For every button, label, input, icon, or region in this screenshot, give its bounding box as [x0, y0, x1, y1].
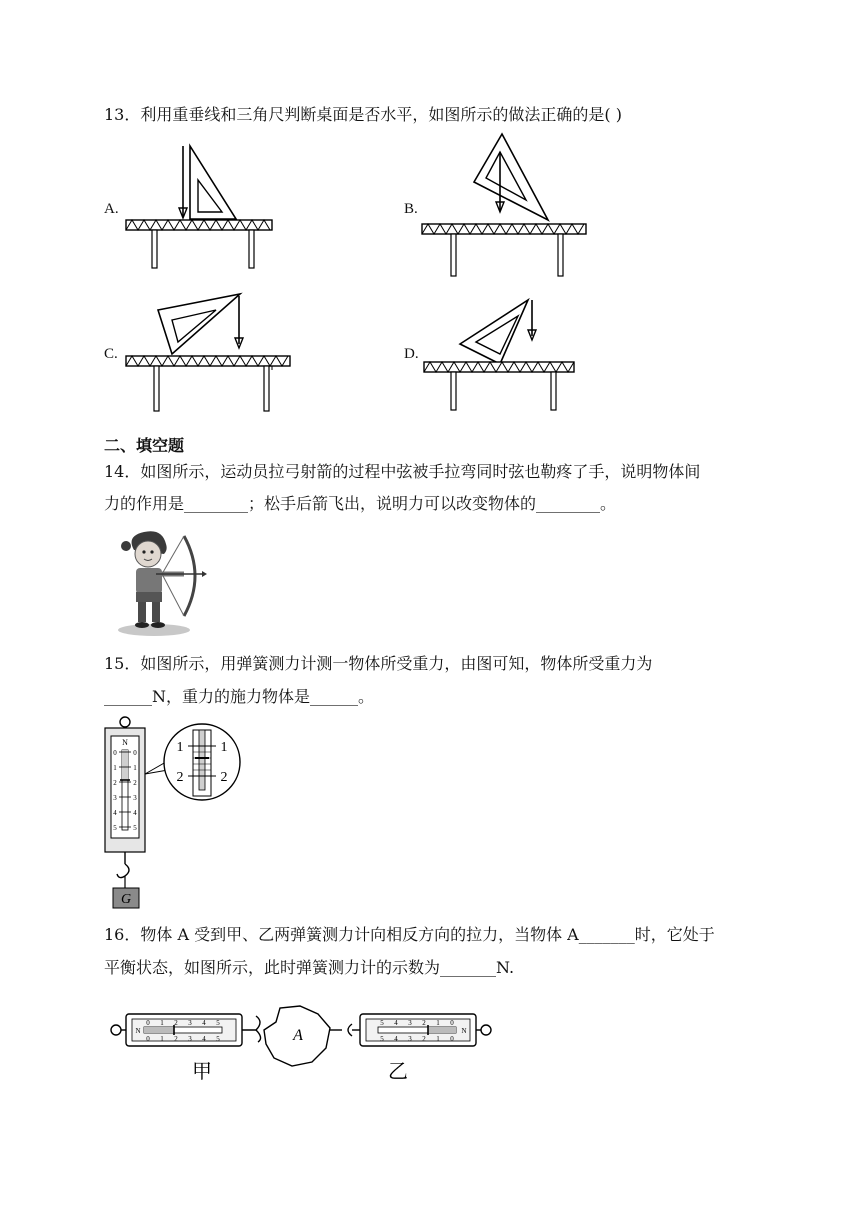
q14-line2: 力的作用是________；松手后箭飞出，说明力可以改变物体的________。 — [104, 494, 617, 513]
scale-unit: N — [122, 738, 128, 747]
left-tick-4: 4 — [202, 1019, 206, 1027]
q13-figure-d — [420, 296, 580, 414]
scale-left-5: 5 — [113, 824, 117, 832]
left-tick-b5: 5 — [216, 1035, 220, 1043]
left-tick-b1: 1 — [160, 1035, 164, 1043]
q13-option-b-label: B. — [404, 201, 418, 217]
zoom-right-2: 2 — [220, 770, 228, 785]
scale-left-2: 2 — [113, 779, 117, 787]
section-title: 二、填空题 — [104, 436, 185, 455]
right-tick-b2: 3 — [408, 1035, 412, 1043]
left-tick-0: 0 — [146, 1019, 150, 1027]
left-tick-b4: 4 — [202, 1035, 206, 1043]
scale-right-0: 0 — [133, 749, 137, 757]
q16-line2: 平衡状态，如图所示，此时弹簧测力计的示数为_______N. — [104, 958, 515, 977]
q13-option-a-label: A. — [104, 201, 119, 217]
right-scale-label: 乙 — [388, 1059, 408, 1083]
spring-scale-figure — [100, 714, 250, 914]
right-tick-b0: 5 — [380, 1035, 384, 1043]
right-tick-b5: 0 — [450, 1035, 454, 1043]
q13-figure-a — [120, 142, 280, 274]
two-scales-figure — [104, 1000, 494, 1088]
left-tick-b0: 0 — [146, 1035, 150, 1043]
right-tick-0: 5 — [380, 1019, 384, 1027]
right-tick-b3: 2 — [422, 1035, 426, 1043]
scale-left-0: 0 — [113, 749, 117, 757]
scale-right-1: 1 — [133, 764, 137, 772]
q13-figure-b — [418, 130, 593, 280]
q13-option-c-label: C. — [104, 346, 118, 362]
object-a-label: A — [293, 1027, 303, 1044]
scale-right-5: 5 — [133, 824, 137, 832]
q13-figure-c — [120, 290, 295, 415]
scale-left-1: 1 — [113, 764, 117, 772]
zoom-right-1: 1 — [220, 740, 228, 755]
left-tick-5: 5 — [216, 1019, 220, 1027]
left-scale-end: N — [135, 1027, 141, 1035]
scale-right-2: 2 — [133, 779, 137, 787]
left-tick-b2: 2 — [174, 1035, 178, 1043]
q15-line2: ______N，重力的施力物体是______。 — [104, 687, 375, 706]
scale-left-4: 4 — [113, 809, 117, 817]
scale-right-4: 4 — [133, 809, 137, 817]
left-tick-3: 3 — [188, 1019, 192, 1027]
weight-label: G — [120, 892, 132, 907]
q14-line1: 14．如图所示，运动员拉弓射箭的过程中弦被手拉弯同时弦也勒疼了手，说明物体间 — [104, 462, 701, 481]
left-tick-1: 1 — [160, 1019, 164, 1027]
right-scale-end: N — [461, 1027, 467, 1035]
left-tick-b3: 3 — [188, 1035, 192, 1043]
archer-illustration — [112, 530, 207, 638]
right-tick-b1: 4 — [394, 1035, 398, 1043]
right-tick-3: 2 — [422, 1019, 426, 1027]
left-scale-label: 甲 — [192, 1059, 212, 1083]
scale-left-3: 3 — [113, 794, 117, 802]
scale-right-3: 3 — [133, 794, 137, 802]
left-tick-2: 2 — [174, 1019, 178, 1027]
zoom-left-1: 1 — [176, 740, 184, 755]
q13-text: 13．利用重垂线和三角尺判断桌面是否水平，如图所示的做法正确的是( ) — [104, 105, 622, 124]
right-tick-4: 1 — [436, 1019, 440, 1027]
q15-line1: 15．如图所示，用弹簧测力计测一物体所受重力，由图可知，物体所受重力为 — [104, 654, 653, 673]
right-tick-2: 3 — [408, 1019, 412, 1027]
right-tick-b4: 1 — [436, 1035, 440, 1043]
q13-option-d-label: D. — [404, 346, 419, 362]
right-tick-5: 0 — [450, 1019, 454, 1027]
right-tick-1: 4 — [394, 1019, 398, 1027]
zoom-left-2: 2 — [176, 770, 184, 785]
q16-line1: 16．物体 A 受到甲、乙两弹簧测力计向相反方向的拉力，当物体 A_______时，它处于 — [104, 925, 715, 944]
